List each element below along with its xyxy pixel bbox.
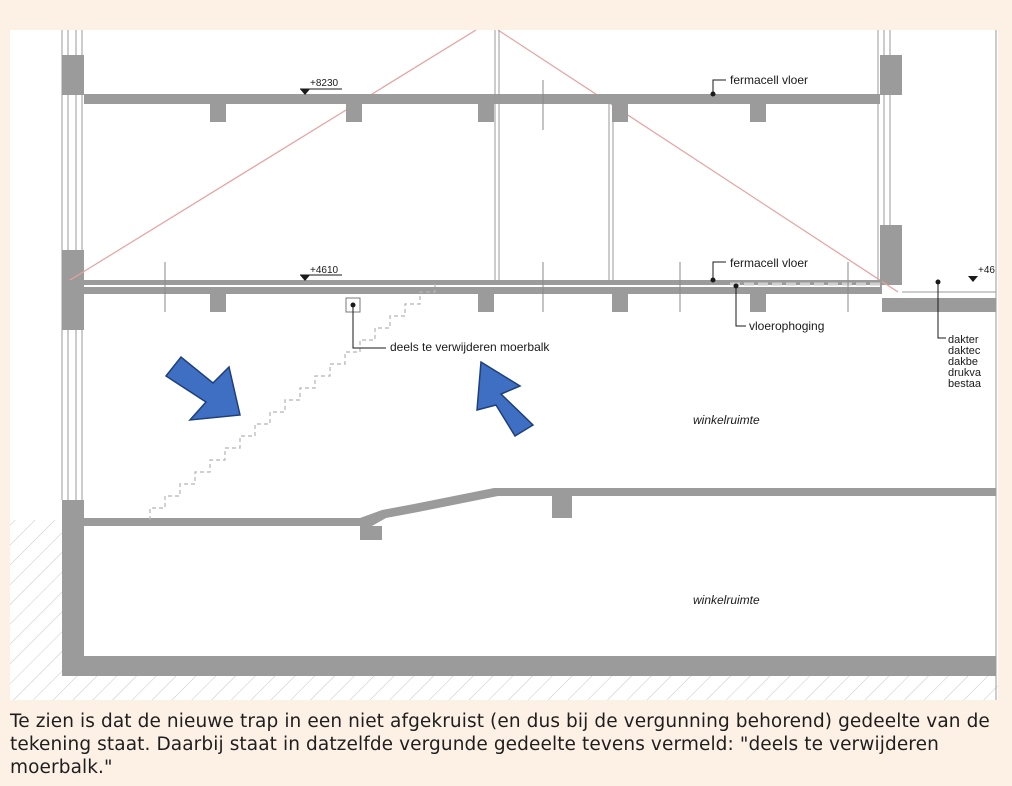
leader-dots — [351, 92, 941, 308]
right-wall-block-mid — [880, 225, 902, 285]
left-wall-lower — [62, 500, 84, 676]
central-partitions — [495, 30, 613, 280]
new-stair-outline — [150, 284, 435, 520]
right-facade — [878, 30, 996, 700]
caption-text: Te zien is dat de nieuwe trap in een niet afgekruist (en dus bij de vergunning behorend) gedeelte van de tekening staat. Daarbij staat in datzelfde vergunde gedeelte tevens vermeld: "deels te verwijderen moerbalk." — [10, 711, 990, 778]
label-vloerophoging: vloerophoging — [749, 319, 825, 333]
basement-bottom-slab — [62, 656, 996, 676]
lower-floor-slab — [84, 488, 996, 526]
right-note: daktec — [948, 345, 981, 357]
right-note: dakter — [948, 334, 979, 346]
level-middle: +4610 — [310, 265, 339, 276]
label-winkelruimte-upper: winkelruimte — [693, 413, 760, 427]
lower-floor-beams — [360, 496, 572, 540]
leader-lines — [353, 80, 946, 348]
label-fermacell-mid: fermacell vloer — [730, 256, 809, 270]
label-fermacell-top: fermacell vloer — [730, 73, 809, 87]
arrow-left-icon — [166, 357, 240, 420]
right-note: drukva — [948, 367, 982, 379]
ground-hatch-left — [10, 520, 62, 700]
level-right: +46 — [978, 265, 995, 276]
level-upper: +8230 — [310, 78, 339, 89]
arrow-right-icon — [477, 362, 533, 436]
upper-floor-slab — [84, 94, 880, 104]
right-floor-extension — [882, 298, 996, 312]
right-wall-block-top — [880, 55, 902, 95]
right-note: bestaa — [948, 378, 982, 390]
right-notes — [948, 334, 982, 390]
dimension-markers — [165, 80, 848, 312]
cross-out-diagonals — [62, 30, 898, 292]
upper-floor-beams — [210, 104, 766, 122]
label-moerbalk: deels te verwijderen moerbalk — [390, 340, 550, 354]
level-mark-right — [968, 276, 978, 282]
ground-hatch-bottom — [62, 676, 998, 700]
middle-floor-beams — [210, 294, 766, 312]
floor-section-drawing — [10, 30, 998, 700]
right-note: dakbe — [948, 356, 978, 368]
label-winkelruimte-lower: winkelruimte — [693, 593, 760, 607]
left-wall-block-top — [62, 55, 84, 95]
